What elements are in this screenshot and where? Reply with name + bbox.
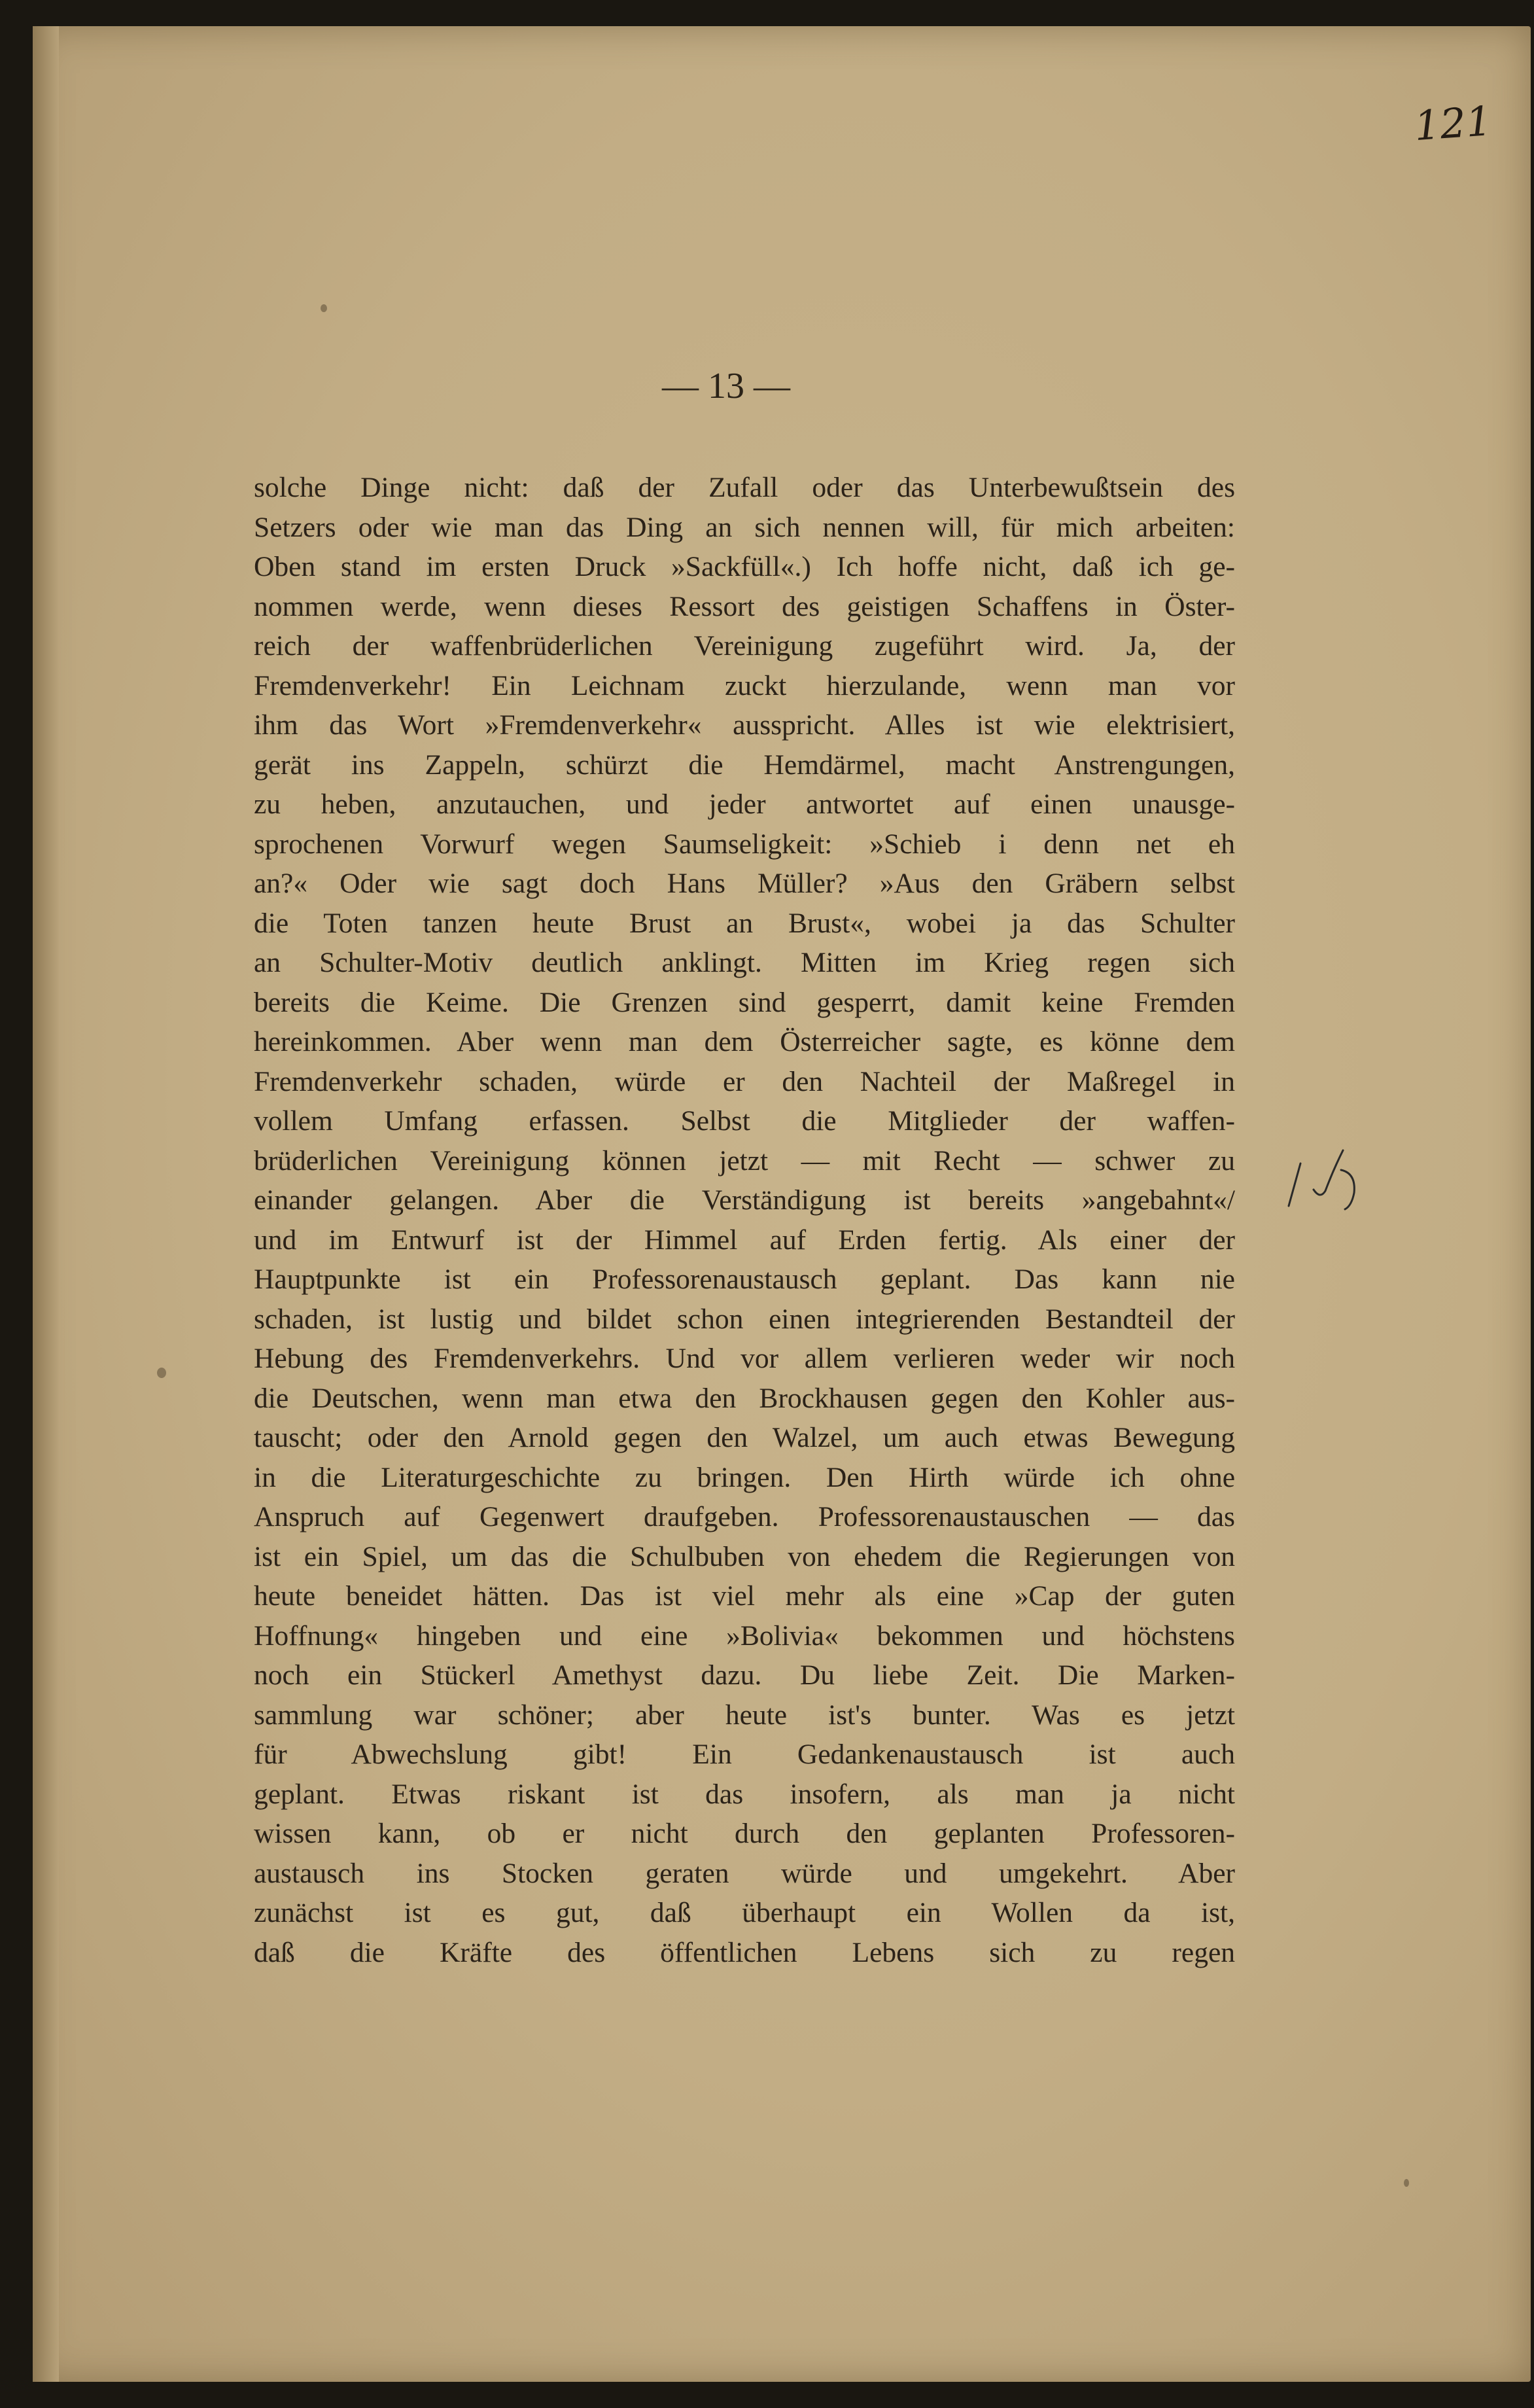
text-line: in die Literaturgeschichte zu bringen. Den Hirth würde ich ohne	[254, 1461, 1235, 1493]
text-line: schaden, ist lustig und bildet schon einen integrierenden Bestandteil der	[254, 1303, 1235, 1335]
text-line: bereits die Keime. Die Grenzen sind gesperrt, damit keine Fremden	[254, 986, 1235, 1018]
paper-speck	[157, 1368, 166, 1378]
text-line: geplant. Etwas riskant ist das insofern, als man ja nicht	[254, 1778, 1235, 1810]
text-line: Fremdenverkehr schaden, würde er den Nachteil der Maßregel in	[254, 1065, 1235, 1097]
text-line: ihm das Wort »Fremdenverkehr« ausspricht. Alles ist wie elektrisiert,	[254, 709, 1235, 741]
text-line: reich der waffenbrüderlichen Vereinigung zugeführt wird. Ja, der	[254, 630, 1235, 662]
text-line: hereinkommen. Aber wenn man dem Österreicher sagte, es könne dem	[254, 1026, 1235, 1057]
text-line: zu heben, anzutauchen, und jeder antwortet auf einen unausge-	[254, 788, 1235, 820]
text-line: Hauptpunkte ist ein Professorenaustausch geplant. Das kann nie	[254, 1264, 1235, 1295]
text-line: einander gelangen. Aber die Verständigung ist bereits »angebahnt«/	[254, 1184, 1235, 1216]
text-line: für Abwechslung gibt! Ein Gedankenaustausch ist auch	[254, 1739, 1235, 1770]
text-line: ist ein Spiel, um das die Schulbuben von ehedem die Regierungen von	[254, 1540, 1235, 1572]
text-line: tauscht; oder den Arnold gegen den Walzel, um auch etwas Bewegung	[254, 1422, 1235, 1453]
text-line: brüderlichen Vereinigung können jetzt — mit Recht — schwer zu	[254, 1144, 1235, 1177]
paper-speck	[1404, 2179, 1409, 2187]
text-line: Setzers oder wie man das Ding an sich nennen will, für mich arbeiten:	[254, 511, 1235, 543]
text-line: an?« Oder wie sagt doch Hans Müller? »Aus den Gräbern selbst	[254, 868, 1235, 899]
paper-speck	[321, 304, 327, 312]
text-line: sprochenen Vorwurf wegen Saumseligkeit: »Schieb i denn net eh	[254, 828, 1235, 860]
pencil-margin-mark-icon	[1281, 1144, 1379, 1216]
text-line: sammlung war schöner; aber heute ist's bunter. Was es jetzt	[254, 1699, 1235, 1731]
body-text	[254, 468, 1235, 1972]
text-line: und im Entwurf ist der Himmel auf Erden fertig. Als einer der	[254, 1224, 1235, 1256]
text-line: die Deutschen, wenn man etwa den Brockhausen gegen den Kohler aus-	[254, 1382, 1235, 1414]
text-line: heute beneidet hätten. Das ist viel mehr als eine »Cap der guten	[254, 1580, 1235, 1612]
handwritten-folio-number: 121	[1412, 96, 1493, 150]
book-page	[33, 26, 1531, 2382]
text-line: noch ein Stückerl Amethyst dazu. Du liebe Zeit. Die Marken-	[254, 1659, 1235, 1691]
text-line: daß die Kräfte des öffentlichen Lebens sich zu regen	[254, 1936, 1235, 1968]
text-line: austausch ins Stocken geraten würde und umgekehrt. Aber	[254, 1857, 1235, 1889]
text-line: Hoffnung« hingeben und eine »Bolivia« bekommen und höchstens	[254, 1620, 1235, 1652]
text-line: die Toten tanzen heute Brust an Brust«, wobei ja das Schulter	[254, 907, 1235, 939]
text-line: an Schulter-Motiv deutlich anklingt. Mitten im Krieg regen sich	[254, 947, 1235, 978]
text-line: Fremdenverkehr! Ein Leichnam zuckt hierzulande, wenn man vor	[254, 669, 1235, 701]
text-line: Hebung des Fremdenverkehrs. Und vor allem verlieren weder wir noch	[254, 1343, 1235, 1374]
text-line: gerät ins Zappeln, schürzt die Hemdärmel, macht Anstrengungen,	[254, 749, 1235, 781]
text-line: nommen werde, wenn dieses Ressort des geistigen Schaffens in Öster-	[254, 590, 1235, 622]
text-line: Anspruch auf Gegenwert draufgeben. Professorenaustauschen — das	[254, 1501, 1235, 1532]
text-line: wissen kann, ob er nicht durch den geplanten Professoren-	[254, 1818, 1235, 1849]
text-line: Oben stand im ersten Druck »Sackfüll«.) Ich hoffe nicht, daß ich ge-	[254, 551, 1235, 582]
text-line: vollem Umfang erfassen. Selbst die Mitglieder der waffen-	[254, 1105, 1235, 1137]
page-number: — 13 —	[662, 366, 790, 406]
text-line: solche Dinge nicht: daß der Zufall oder das Unterbewußtsein des	[254, 472, 1235, 503]
text-line: zunächst ist es gut, daß überhaupt ein Wollen da ist,	[254, 1897, 1235, 1928]
